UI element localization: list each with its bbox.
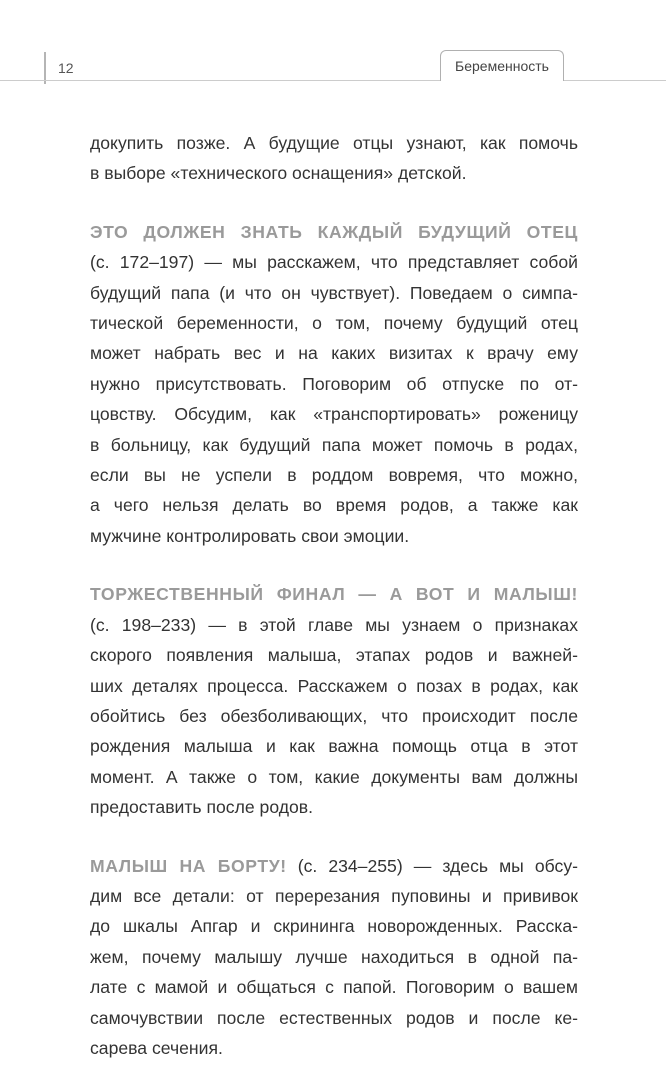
section-tab: Беременность	[440, 50, 564, 81]
section-heading: МАЛЫШ НА БОРТУ!	[90, 855, 287, 876]
text-line: самочувствии после естественных родов и после ке-	[90, 1007, 578, 1028]
text-line: в больницу, как будущий папа может помочь в родах,	[90, 434, 578, 455]
section-heading: ЭТО ДОЛЖЕН ЗНАТЬ КАЖДЫЙ БУДУЩИЙ ОТЕЦ	[90, 221, 578, 242]
text-line: скорого появления малыша, этапах родов и важней-	[90, 645, 578, 666]
text-line: мужчине контролировать свои эмоции.	[90, 525, 410, 546]
text-line: (с. 172–197) — мы расскажем, что представляет собой	[90, 252, 578, 273]
text-line: ших деталях процесса. Расскажем о позах в родах, как	[90, 675, 578, 696]
text-line: будущий папа (и что он чувствует). Поведаем о симпа-	[90, 282, 578, 303]
text-line: лате с мамой и общаться с папой. Поговорим о вашем	[90, 977, 578, 998]
paragraph-baby-section	[90, 851, 578, 1064]
text-line: до шкалы Апгар и скрининга новорожденных. Расска-	[90, 916, 578, 937]
text-line: дим все детали: от перерезания пуповины и прививок	[90, 885, 578, 906]
text-line: а чего нельзя делать во время родов, а также как	[90, 495, 578, 516]
text-line: момент. А также о том, какие документы вам должны	[90, 766, 578, 787]
section-heading: ТОРЖЕСТВЕННЫЙ ФИНАЛ — А ВОТ И МАЛЫШ!	[90, 584, 578, 605]
text-line: обойтись без обезболивающих, что происходит после	[90, 705, 578, 726]
text-line: нужно присутствовать. Поговорим об отпуске по от-	[90, 373, 578, 394]
text-line: докупить позже. А будущие отцы узнают, как помочь	[90, 133, 578, 153]
heading-continuation: (с. 234–255) — здесь мы обсу-	[286, 855, 578, 876]
running-header	[0, 0, 666, 90]
page-number: 12	[58, 60, 74, 76]
paragraph-father-section	[90, 217, 578, 551]
text-line: если вы не успели в роддом вовремя, что можно,	[90, 465, 578, 486]
text-line: жем, почему малышу лучше находиться в одной па-	[90, 946, 578, 967]
header-rule	[0, 80, 666, 81]
text-line: рождения малыша и как важна помощь отца в этот	[90, 736, 578, 757]
text-line: цовству. Обсудим, как «транспортировать» роженицу	[90, 404, 578, 425]
text-line: (с. 198–233) — в этой главе мы узнаем о признаках	[90, 614, 578, 635]
text-line: сарева сечения.	[90, 1037, 223, 1058]
text-line	[90, 217, 578, 247]
paragraph-intro	[90, 128, 578, 189]
text-line: может набрать вес и на каких визитах к врачу ему	[90, 343, 578, 364]
paragraph-finale-section	[90, 579, 578, 822]
text-line: предоставить после родов.	[90, 797, 314, 818]
page-body	[90, 128, 578, 1091]
text-line	[90, 579, 578, 609]
text-line: тической беременности, о том, почему будущий отец	[90, 313, 578, 334]
text-line	[90, 851, 578, 881]
text-line: в выборе «технического оснащения» детской.	[90, 163, 467, 184]
